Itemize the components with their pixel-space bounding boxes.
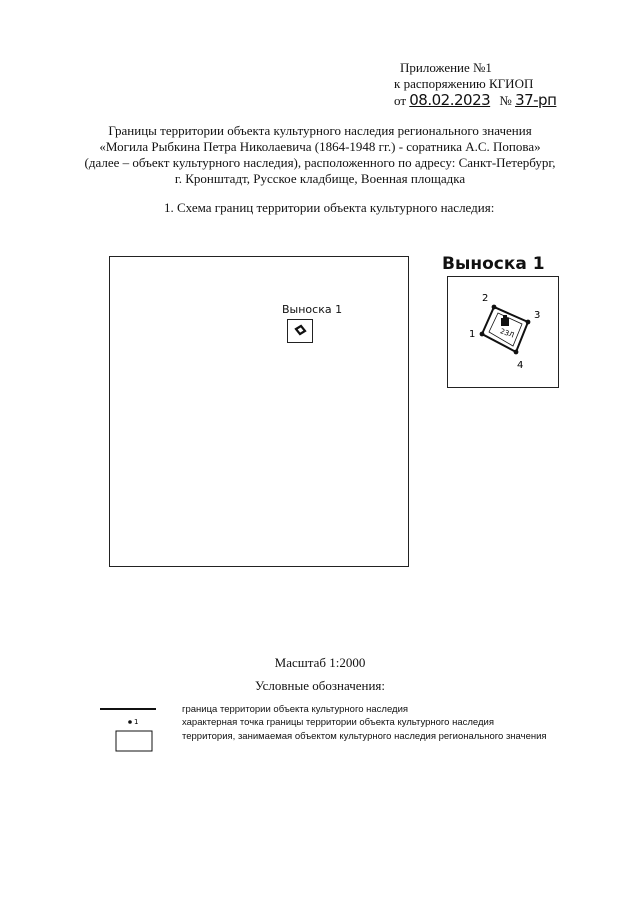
boundary-point-4 (514, 350, 519, 355)
title-line-1: Границы территории объекта культурного наследия регионального значения (108, 123, 532, 138)
map-object-marker-icon (288, 320, 312, 342)
inset-frame (447, 276, 559, 388)
object-label: 2ЗЛ (498, 327, 516, 340)
title-line-2: «Могила Рыбкина Петра Николаевича (1864-1948 гг.) - соратника А.С. Попова» (99, 139, 541, 154)
map-callout-label: Выноска 1 (282, 303, 343, 316)
date-prefix: от (394, 93, 407, 108)
legend-point-label: 1 (134, 718, 139, 726)
appendix-line-1: Приложение №1 (400, 60, 492, 75)
map-callout-box (287, 319, 313, 343)
scale-text: Масштаб 1:2000 (274, 655, 366, 670)
legend-item-boundary: граница территории объекта культурного наследия (182, 704, 409, 715)
point-label-1: 1 (469, 329, 476, 340)
inset-boundary-diagram (448, 277, 558, 387)
boundary-point-2 (492, 305, 497, 310)
point-label-2: 2 (482, 293, 489, 304)
title-line-3: (далее – объект культурного наследия), расположенного по адресу: Санкт-Петербург, (84, 155, 556, 170)
number-prefix: № (499, 93, 512, 108)
appendix-line-2: к распоряжению КГИОП (394, 76, 534, 91)
appendix-block (394, 60, 584, 109)
legend-title: Условные обозначения: (254, 678, 386, 693)
appendix-date-line (394, 92, 584, 109)
inset-title: Выноска 1 (442, 254, 545, 274)
monument-icon (501, 315, 509, 326)
title-line-4: г. Кронштадт, Русское кладбище, Военная площадка (174, 171, 466, 186)
document-title (60, 123, 580, 187)
legend-territory-icon (116, 731, 152, 751)
legend-item-territory: территория, занимаемая объектом культурного наследия регионального значения (182, 731, 547, 742)
legend-item-point: характерная точка границы территории объекта культурного наследия (182, 717, 494, 728)
section-heading: 1. Схема границ территории объекта культурного наследия: (164, 200, 495, 215)
boundary-point-3 (526, 320, 531, 325)
point-label-3: 3 (534, 310, 541, 321)
legend-point-icon (128, 720, 132, 724)
order-date: 08.02.2023 (409, 91, 491, 109)
boundary-point-1 (480, 332, 485, 337)
point-label-4: 4 (517, 360, 524, 371)
legend-symbols (98, 702, 160, 754)
order-number: 37-рп (515, 91, 557, 109)
scheme-map-frame (109, 256, 409, 567)
